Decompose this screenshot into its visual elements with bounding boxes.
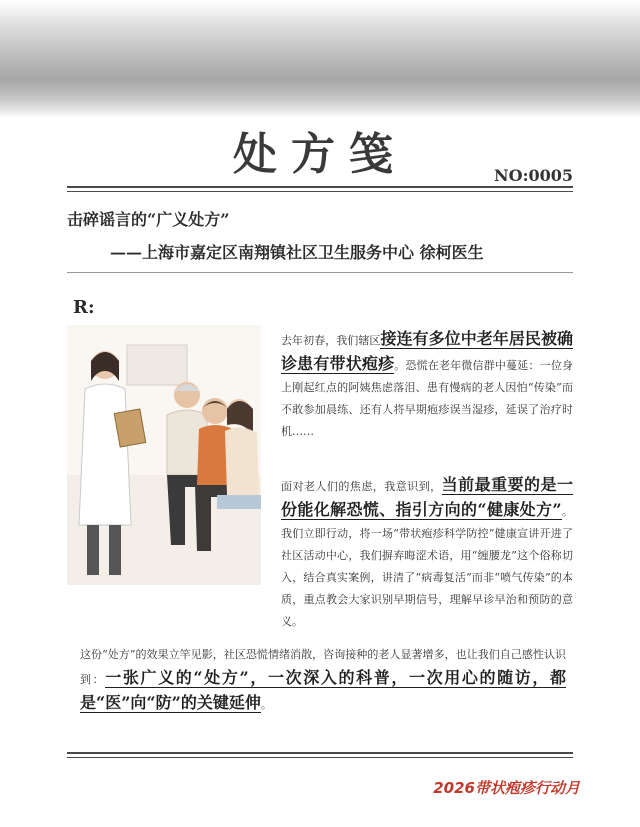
paragraph-1 bbox=[281, 327, 573, 443]
paragraph-3-emphasis: 一张广义的“处方”，一次深入的科普，一次用心的随访，都是“医”向“防”的关键延伸 bbox=[80, 668, 566, 712]
paragraph-2-emphasis: 当前最重要的是一份能化解恐慌、指引方向的“健康处方” bbox=[281, 475, 573, 519]
paragraph-3-rest: 。 bbox=[260, 698, 272, 711]
article-byline: ——上海市嘉定区南翔镇社区卫生服务中心 徐柯医生 bbox=[110, 243, 484, 262]
doctor-with-elderly-patients-illustration bbox=[67, 325, 261, 585]
paragraph-2-lead: 面对老人们的焦虑，我意识到， bbox=[281, 480, 442, 493]
paragraph-1-emphasis: 接连有多位中老年居民被确诊患有带状疱疹 bbox=[281, 329, 573, 373]
paragraph-2-rest: 。我们立即行动，将一场“带状疱疹科学防控”健康宣讲开进了社区活动中心，我们摒弃晦涩术语，用“缠腰龙”这个俗称切入，结合真实案例，讲清了“病毒复活”而非“喷气传染”的本质，重点教会大家识别早期信号，理解早诊早治和预防的意义。 bbox=[281, 505, 573, 628]
paragraph-2 bbox=[281, 473, 573, 633]
footer-divider-thin bbox=[67, 757, 573, 758]
paragraph-3 bbox=[80, 644, 566, 716]
headline-divider bbox=[67, 272, 573, 273]
rx-label: R: bbox=[73, 297, 95, 318]
title-divider-thin bbox=[67, 191, 573, 192]
title-divider-thick bbox=[67, 186, 573, 188]
campaign-brand-label: 2026带状疱疹行动月 bbox=[433, 779, 580, 797]
paragraph-1-lead: 去年初春，我们辖区 bbox=[281, 334, 381, 347]
serial-number: NO:0005 bbox=[494, 166, 573, 185]
article-headline: 击碎谣言的“广义处方” bbox=[67, 210, 230, 229]
paragraph-1-rest: 。恐慌在老年微信群中蔓延：一位身上刚起红点的阿姨焦虑落泪、患有慢病的老人因怕“传染”而不敢参加晨练、还有人将早期疱疹误当湿疹，延误了治疗时机…… bbox=[281, 359, 573, 438]
paragraph-3-lead: 这份“处方”的效果立竿见影，社区恐慌情绪消散，咨询接种的老人显著增多，也让我们自己感性认识到： bbox=[80, 648, 566, 686]
footer-divider-thick bbox=[67, 752, 573, 754]
header-gradient-band bbox=[0, 0, 640, 118]
page-title: 处方笺 bbox=[233, 129, 407, 180]
